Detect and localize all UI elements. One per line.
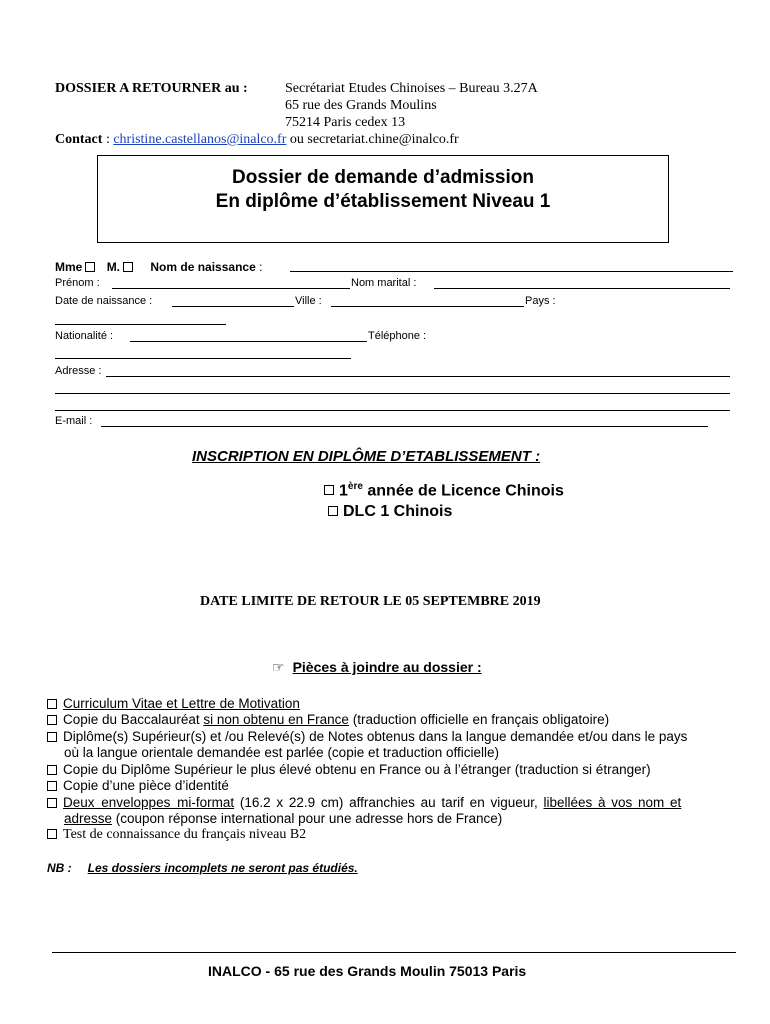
pays-field[interactable] [55, 324, 226, 325]
list-item: Test de connaissance du français niveau B2 [47, 827, 306, 843]
ville-label: Ville : [295, 295, 322, 307]
nom-marital-label: Nom marital : [351, 277, 417, 289]
ville-field[interactable] [331, 306, 524, 307]
title-line-2: En diplôme d’établissement Niveau 1 [215, 191, 551, 212]
option-dlc[interactable]: DLC 1 Chinois [328, 503, 452, 521]
contact-email-link[interactable]: christine.castellanos@inalco.fr [113, 132, 287, 147]
piece-checkbox[interactable] [47, 699, 57, 709]
nb-note [47, 861, 358, 875]
nationalite-label: Nationalité : [55, 330, 114, 342]
address-line-3: 75214 Paris cedex 13 [285, 115, 406, 130]
option-dlc-checkbox[interactable] [328, 506, 338, 516]
nom-naissance-field[interactable] [290, 271, 733, 272]
inscription-title: INSCRIPTION EN DIPLÔME D’ETABLISSEMENT : [192, 448, 541, 465]
date-naissance-field[interactable] [172, 306, 294, 307]
nb-text: Les dossiers incomplets ne seront pas étudiés. [87, 861, 358, 875]
email-label: E-mail : [55, 415, 93, 427]
contact-email-alt: ou secretariat.chine@inalco.fr [286, 132, 459, 147]
list-item: Copie du Baccalauréat si non obtenu en France (traduction officielle en français obligatoire) [47, 712, 609, 728]
option-licence-checkbox[interactable] [324, 485, 334, 495]
adresse-field-2[interactable] [55, 393, 730, 394]
mme-label: Mme [55, 260, 83, 274]
adresse-label: Adresse : [55, 365, 102, 377]
contact-line: Contact : christine.castellanos@inalco.fr ou secretariat.chine@inalco.fr [55, 132, 459, 147]
footer-divider [52, 952, 736, 953]
piece-checkbox[interactable] [47, 732, 57, 742]
footer-address: INALCO - 65 rue des Grands Moulin 75013 Paris [208, 963, 527, 979]
address-line-2: 65 rue des Grands Moulins [285, 98, 437, 113]
contact-label: Contact [55, 132, 103, 147]
list-item: Curriculum Vitae et Lettre de Motivation [47, 696, 300, 712]
list-item: Deux enveloppes mi-format (16.2 x 22.9 cm) affranchies au tarif en vigueur, libellées à vos nom et [47, 795, 681, 811]
nom-marital-field[interactable] [434, 288, 730, 289]
prenom-label: Prénom : [55, 277, 100, 289]
pays-label: Pays : [525, 295, 556, 307]
return-label: DOSSIER A RETOURNER au : [55, 81, 248, 96]
email-field[interactable] [101, 426, 708, 427]
prenom-field[interactable] [112, 288, 350, 289]
deadline: DATE LIMITE DE RETOUR LE 05 SEPTEMBRE 2019 [200, 594, 541, 609]
piece-checkbox[interactable] [47, 781, 57, 791]
telephone-field[interactable] [55, 358, 351, 359]
list-item-continued: où la langue orientale demandée est parlée (copie et traduction officielle) [64, 745, 500, 760]
piece-checkbox[interactable] [47, 829, 57, 839]
telephone-label: Téléphone : [368, 330, 427, 342]
m-label: M. [106, 260, 121, 274]
m-checkbox[interactable] [123, 262, 133, 272]
title-line-1: Dossier de demande d’admission [232, 167, 534, 188]
pieces-title: Pièces à joindre au dossier : [292, 659, 482, 675]
nom-naissance-label: Nom de naissance [150, 260, 256, 274]
option-licence[interactable]: 1ère année de Licence Chinois [324, 481, 564, 500]
mme-checkbox[interactable] [85, 262, 95, 272]
adresse-field-3[interactable] [55, 410, 730, 411]
civility-row: Mme M. Nom de naissance : [55, 260, 263, 274]
adresse-field-1[interactable] [106, 376, 730, 377]
title-box [97, 155, 669, 243]
address-line-1: Secrétariat Etudes Chinoises – Bureau 3.27A [285, 81, 538, 96]
piece-checkbox[interactable] [47, 715, 57, 725]
pieces-heading [272, 659, 482, 676]
piece-checkbox[interactable] [47, 798, 57, 808]
list-item-continued: adresse (coupon réponse international pour une adresse hors de France) [64, 811, 503, 826]
list-item: Diplôme(s) Supérieur(s) et /ou Relevé(s) de Notes obtenus dans la langue demandée et/ou dans le pays [47, 729, 687, 745]
pointing-hand-icon: ☞ [272, 659, 285, 675]
piece-checkbox[interactable] [47, 765, 57, 775]
list-item: Copie d’une pièce d’identité [47, 778, 229, 794]
list-item: Copie du Diplôme Supérieur le plus élevé obtenu en France ou à l’étranger (traduction si étranger) [47, 762, 651, 778]
date-naissance-label: Date de naissance : [55, 295, 153, 307]
nationalite-field[interactable] [130, 341, 367, 342]
nb-label: NB : [47, 861, 72, 875]
